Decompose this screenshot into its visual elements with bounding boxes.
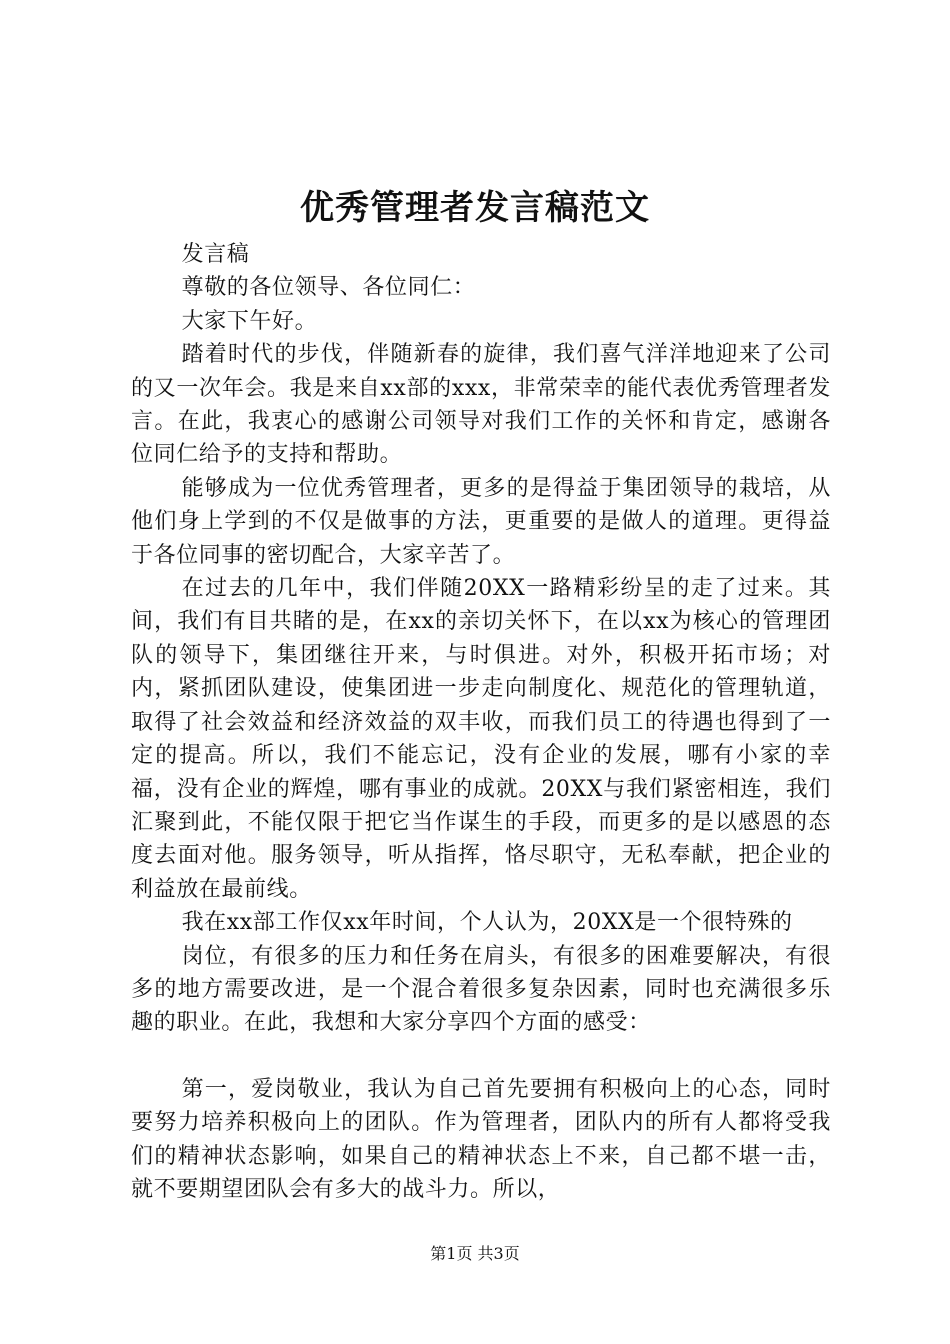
paragraph: 能够成为一位优秀管理者，更多的是得益于集团领导的栽培，从他们身上学到的不仅是做事的方法，更重要的是做人的道理。更得益于各位同事的密切配合，大家辛苦了。 [131,475,831,568]
paragraph: 大家下午好。 [181,308,318,334]
document-title: 优秀管理者发言稿范文 [300,188,650,228]
paragraph: 发言稿 [181,242,250,267]
paragraph: 我在xx部工作仅xx年时间，个人认为，20XX是一个很特殊的 [181,910,793,936]
document-body [131,238,831,1206]
paragraph: 第一，爱岗敬业，我认为自己首先要拥有积极向上的心态，同时要努力培养积极向上的团队。作为管理者，团队内的所有人都将受我们的精神状态影响，如果自己的精神状态上不来，自己都不堪一击，就不要期望团队会有多大的战斗力。所以， [131,1076,831,1202]
page-footer: 第1页 共3页 [430,1244,520,1263]
paragraph: 踏着时代的步伐，伴随新春的旋律，我们喜气洋洋地迎来了公司的又一次年会。我是来自xx部的xxx，非常荣幸的能代表优秀管理者发言。在此，我衷心的感谢公司领导对我们工作的关怀和肯定，感谢各位同仁给予的支持和帮助。 [131,342,831,468]
paragraph: 岗位，有很多的压力和任务在肩头，有很多的困难要解决，有很多的地方需要改进，是一个混合着很多复杂因素，同时也充满很多乐趣的职业。在此，我想和大家分享四个方面的感受： [131,943,831,1036]
paragraph: 尊敬的各位领导、各位同仁： [181,275,476,301]
paragraph: 在过去的几年中，我们伴随20XX一路精彩纷呈的走了过来。其间，我们有目共睹的是，在xx的亲切关怀下，在以xx为核心的管理团队的领导下，集团继往开来，与时俱进。对外，积极开拓市场；对内，紧抓团队建设，使集团进一步走向制度化、规范化的管理轨道，取得了社会效益和经济效益的双丰收，而我们员工的待遇也得到了一定的提高。所以，我们不能忘记，没有企业的发展，哪有小家的幸福，没有企业的辉煌，哪有事业的成就。20XX与我们紧密相连，我们汇聚到此，不能仅限于把它当作谋生的手段，而更多的是以感恩的态度去面对他。服务领导，听从指挥，恪尽职守，无私奉献，把企业的利益放在最前线。 [131,576,831,902]
